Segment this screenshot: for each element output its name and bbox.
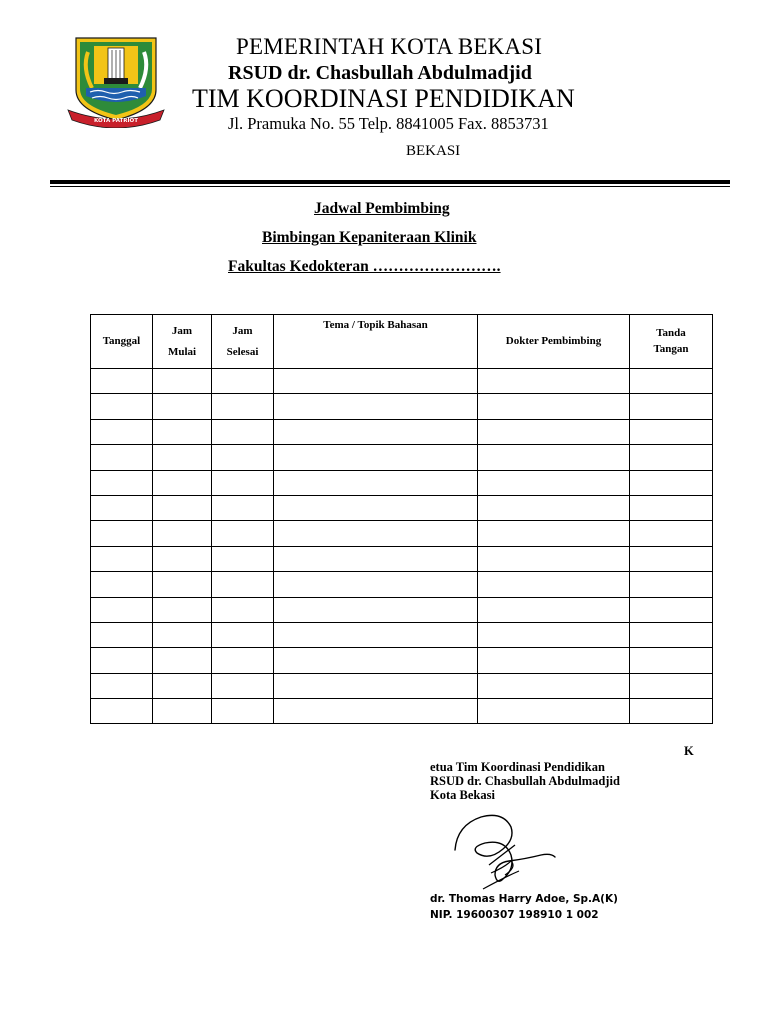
cell-tanda-tangan: [630, 419, 713, 444]
table-row: [91, 546, 713, 571]
city-name: BEKASI: [406, 143, 461, 159]
cell-tema: [274, 445, 478, 470]
faculty-line: Fakultas Kedokteran …………………….: [228, 258, 501, 275]
table-row: [91, 419, 713, 444]
cell-tema: [274, 419, 478, 444]
cell-dokter: [478, 495, 630, 520]
cell-dokter: [478, 394, 630, 419]
letterhead-rule-thin: [50, 186, 730, 187]
cell-jam-mulai: [153, 572, 212, 597]
table-row: [91, 445, 713, 470]
kota-bekasi-logo: [62, 32, 170, 128]
cell-tema: [274, 622, 478, 647]
cell-jam-mulai: [153, 699, 212, 724]
cell-tema: [274, 495, 478, 520]
signatory-city: Kota Bekasi: [430, 788, 495, 802]
table-row: [91, 597, 713, 622]
signature-letter-k: K: [684, 744, 694, 758]
team-name: TIM KOORDINASI PENDIDIKAN: [192, 84, 575, 113]
government-name: PEMERINTAH KOTA BEKASI: [236, 34, 543, 59]
cell-tema: [274, 673, 478, 698]
cell-tanggal: [91, 648, 153, 673]
cell-tema: [274, 546, 478, 571]
signatory-name: dr. Thomas Harry Adoe, Sp.A(K): [430, 893, 618, 905]
cell-tanggal: [91, 597, 153, 622]
cell-tanggal: [91, 470, 153, 495]
document-subtitle: Bimbingan Kepaniteraan Klinik: [262, 229, 477, 246]
header-jam-selesai: Jam Selesai: [212, 315, 274, 369]
cell-tanda-tangan: [630, 673, 713, 698]
cell-tanda-tangan: [630, 648, 713, 673]
svg-text:KOTA PATRIOT: KOTA PATRIOT: [93, 118, 139, 124]
table-row: [91, 699, 713, 724]
table-body: [91, 369, 713, 724]
cell-tanggal: [91, 394, 153, 419]
cell-jam-selesai: [212, 445, 274, 470]
cell-jam-mulai: [153, 419, 212, 444]
table-row: [91, 673, 713, 698]
cell-tema: [274, 470, 478, 495]
cell-dokter: [478, 521, 630, 546]
table-row: [91, 521, 713, 546]
cell-tanda-tangan: [630, 445, 713, 470]
cell-tanda-tangan: [630, 622, 713, 647]
cell-tanda-tangan: [630, 470, 713, 495]
cell-dokter: [478, 673, 630, 698]
cell-tanggal: [91, 445, 153, 470]
cell-tanggal: [91, 622, 153, 647]
cell-tanggal: [91, 521, 153, 546]
table-row: [91, 470, 713, 495]
cell-tanggal: [91, 673, 153, 698]
cell-jam-selesai: [212, 546, 274, 571]
cell-jam-selesai: [212, 673, 274, 698]
cell-dokter: [478, 572, 630, 597]
cell-dokter: [478, 699, 630, 724]
handwritten-signature: [445, 805, 565, 893]
cell-jam-mulai: [153, 597, 212, 622]
cell-jam-selesai: [212, 394, 274, 419]
cell-jam-mulai: [153, 521, 212, 546]
cell-dokter: [478, 445, 630, 470]
cell-tema: [274, 369, 478, 394]
cell-tanggal: [91, 495, 153, 520]
cell-tema: [274, 648, 478, 673]
header-tema: Tema / Topik Bahasan: [274, 315, 478, 369]
table-row: [91, 648, 713, 673]
cell-jam-mulai: [153, 546, 212, 571]
cell-jam-selesai: [212, 521, 274, 546]
cell-dokter: [478, 622, 630, 647]
cell-tanda-tangan: [630, 597, 713, 622]
cell-tema: [274, 394, 478, 419]
address-line: Jl. Pramuka No. 55 Telp. 8841005 Fax. 8853731: [228, 114, 549, 133]
header-tanggal: Tanggal: [91, 315, 153, 369]
cell-tanda-tangan: [630, 369, 713, 394]
table-header-row: [91, 315, 713, 369]
cell-jam-mulai: [153, 648, 212, 673]
cell-jam-selesai: [212, 699, 274, 724]
cell-jam-mulai: [153, 673, 212, 698]
cell-tema: [274, 597, 478, 622]
cell-jam-selesai: [212, 648, 274, 673]
cell-dokter: [478, 648, 630, 673]
cell-jam-selesai: [212, 622, 274, 647]
cell-jam-mulai: [153, 394, 212, 419]
cell-jam-selesai: [212, 495, 274, 520]
table-row: [91, 622, 713, 647]
cell-dokter: [478, 546, 630, 571]
cell-tema: [274, 521, 478, 546]
cell-tanggal: [91, 546, 153, 571]
cell-tema: [274, 572, 478, 597]
cell-jam-mulai: [153, 495, 212, 520]
table-row: [91, 495, 713, 520]
cell-tanggal: [91, 699, 153, 724]
cell-dokter: [478, 369, 630, 394]
header-jam-mulai: Jam Mulai: [153, 315, 212, 369]
cell-tanggal: [91, 369, 153, 394]
table-row: [91, 572, 713, 597]
signatory-nip: NIP. 19600307 198910 1 002: [430, 909, 599, 921]
cell-tanda-tangan: [630, 394, 713, 419]
header-dokter: Dokter Pembimbing: [478, 315, 630, 369]
table-row: [91, 369, 713, 394]
cell-tema: [274, 699, 478, 724]
cell-jam-mulai: [153, 369, 212, 394]
cell-tanda-tangan: [630, 521, 713, 546]
schedule-table: [90, 314, 713, 724]
table-row: [91, 394, 713, 419]
cell-jam-mulai: [153, 470, 212, 495]
cell-jam-selesai: [212, 369, 274, 394]
cell-tanda-tangan: [630, 699, 713, 724]
cell-jam-selesai: [212, 419, 274, 444]
signatory-institution: RSUD dr. Chasbullah Abdulmadjid: [430, 774, 620, 788]
header-tanda-tangan: Tanda Tangan: [630, 315, 713, 369]
letterhead-rule-thick: [50, 180, 730, 184]
cell-jam-selesai: [212, 470, 274, 495]
cell-tanda-tangan: [630, 572, 713, 597]
cell-tanggal: [91, 572, 153, 597]
cell-jam-selesai: [212, 597, 274, 622]
cell-jam-mulai: [153, 622, 212, 647]
cell-tanggal: [91, 419, 153, 444]
cell-dokter: [478, 419, 630, 444]
cell-dokter: [478, 470, 630, 495]
cell-tanda-tangan: [630, 546, 713, 571]
document-title: Jadwal Pembimbing: [314, 200, 450, 217]
cell-jam-selesai: [212, 572, 274, 597]
hospital-name: RSUD dr. Chasbullah Abdulmadjid: [228, 62, 532, 84]
cell-dokter: [478, 597, 630, 622]
cell-tanda-tangan: [630, 495, 713, 520]
signatory-title: etua Tim Koordinasi Pendidikan: [430, 760, 605, 774]
cell-jam-mulai: [153, 445, 212, 470]
